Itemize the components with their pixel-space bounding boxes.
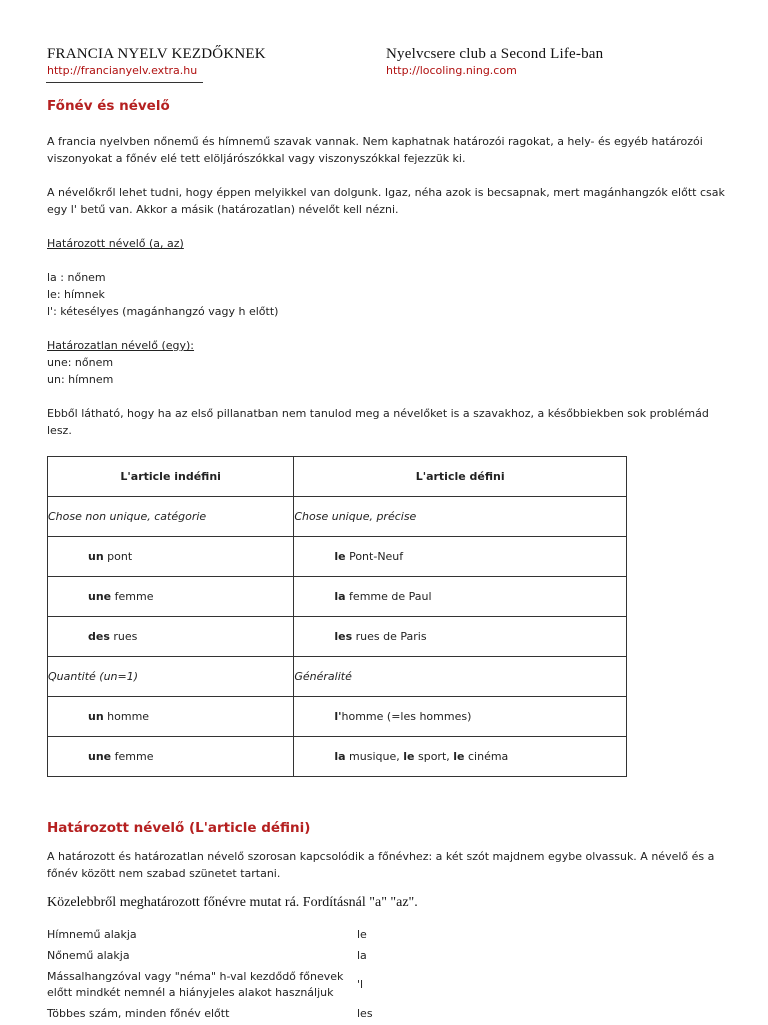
form-label: Hímnemű alakja xyxy=(47,928,137,941)
table-row xyxy=(48,577,627,617)
noun-text: femme xyxy=(111,750,154,763)
category-cell: Quantité (un=1) xyxy=(48,657,294,697)
table-header-row xyxy=(48,457,627,497)
noun-text: rues xyxy=(109,630,138,643)
example-cell xyxy=(48,537,294,577)
form-value: la xyxy=(357,949,367,962)
noun-text: femme xyxy=(111,590,154,603)
header-right xyxy=(386,46,603,77)
noun-text: homme (=les hommes) xyxy=(341,710,472,723)
table-header-definite: L'article défini xyxy=(294,457,627,497)
intro-paragraph-1: A francia nyelvben nőnemű és hímnemű szavak vannak. Nem kaphatnak határozói ragokat, a hely- és egyéb határozói viszonyokat a főnév elé tett elöljárószókkal vagy viszonyszókkal fejezzük ki. xyxy=(47,135,703,165)
indefinite-heading: Határozatlan névelő (egy): xyxy=(47,339,195,352)
conclusion-paragraph: Ebből látható, hogy ha az első pillanatban nem tanulod meg a névelőket is a szavakhoz, a későbbiekben sok problémád lesz. xyxy=(47,407,709,437)
article-word: un xyxy=(88,550,104,563)
example-cell xyxy=(294,577,627,617)
article-word: le xyxy=(403,750,415,763)
article-word: le xyxy=(334,550,346,563)
section-paragraph: A határozott és határozatlan névelő szorosan kapcsolódik a főnévhez: a két szót majdnem egybe olvassuk. A névelő és a főnév között nem szabad szünetet tartani. xyxy=(47,850,715,880)
form-value: 'l xyxy=(357,978,364,991)
form-row xyxy=(47,1004,467,1025)
article-word: la xyxy=(334,590,346,603)
category-cell: Chose non unique, catégorie xyxy=(48,497,294,537)
form-row xyxy=(47,967,467,1004)
noun-text: pont xyxy=(103,550,133,563)
table-row xyxy=(48,497,627,537)
header-divider xyxy=(46,82,203,83)
article-word: un xyxy=(88,710,104,723)
noun-text: musique, xyxy=(345,750,404,763)
table-row xyxy=(48,657,627,697)
example-cell xyxy=(48,577,294,617)
form-value: les xyxy=(357,1007,373,1020)
article-word: des xyxy=(88,630,110,643)
article-word: l' xyxy=(334,710,342,723)
forms-table-body xyxy=(47,925,467,1025)
document-body xyxy=(47,98,727,1025)
article-word: la xyxy=(334,750,346,763)
definite-line: l': kétesélyes (magánhangzó vagy h előtt) xyxy=(47,305,279,318)
section-heading: Határozott névelő (L'article défini) xyxy=(47,820,311,836)
category-cell: Généralité xyxy=(294,657,627,697)
form-row xyxy=(47,946,467,967)
table-row xyxy=(48,697,627,737)
serif-line: Közelebbről meghatározott főnévre mutat rá. Fordításnál "a" "az". xyxy=(47,895,418,910)
example-cell xyxy=(48,617,294,657)
example-cell xyxy=(294,617,627,657)
table-header-indefinite: L'article indéfini xyxy=(48,457,294,497)
noun-text: cinéma xyxy=(464,750,509,763)
noun-text: femme de Paul xyxy=(345,590,432,603)
article-word: une xyxy=(88,590,112,603)
category-cell: Chose unique, précise xyxy=(294,497,627,537)
club-link[interactable]: http://locoling.ning.com xyxy=(386,64,517,77)
intro-paragraph-2: A névelőkről lehet tudni, hogy éppen melyikkel van dolgunk. Igaz, néha azok is becsapnak, mert magánhangzók előtt csak egy l' betű van. Akkor a másik (határozatlan) névelőt kell nézni. xyxy=(47,186,725,216)
club-title: Nyelvcsere club a Second Life-ban xyxy=(386,46,604,62)
example-cell xyxy=(294,537,627,577)
definite-heading: Határozott névelő (a, az) xyxy=(47,237,184,250)
form-label: Többes szám, minden főnév előtt xyxy=(47,1007,230,1020)
article-word: le xyxy=(453,750,465,763)
example-cell xyxy=(48,737,294,777)
table-row xyxy=(48,617,627,657)
definite-line: la : nőnem xyxy=(47,271,106,284)
definite-line: le: hímnek xyxy=(47,288,105,301)
example-cell xyxy=(48,697,294,737)
article-table-body xyxy=(48,497,627,777)
site-title: FRANCIA NYELV KEZDŐKNEK xyxy=(47,46,266,62)
form-row xyxy=(47,925,467,946)
form-label: Mássalhangzóval vagy "néma" h-val kezdődő főnevek előtt mindkét nemnél a hiányjeles alakot használjuk xyxy=(47,970,344,999)
table-row xyxy=(48,737,627,777)
noun-text: Pont-Neuf xyxy=(345,550,404,563)
indefinite-line: un: hímnem xyxy=(47,373,114,386)
forms-table xyxy=(47,925,467,1025)
article-word: une xyxy=(88,750,112,763)
article-table xyxy=(47,456,627,777)
page-title: Főnév és névelő xyxy=(47,98,170,114)
noun-text: rues de Paris xyxy=(352,630,427,643)
noun-text: homme xyxy=(103,710,150,723)
form-value: le xyxy=(357,928,367,941)
article-word: les xyxy=(334,630,353,643)
site-link[interactable]: http://francianyelv.extra.hu xyxy=(47,64,198,77)
example-cell xyxy=(294,737,627,777)
form-label: Nőnemű alakja xyxy=(47,949,130,962)
table-row xyxy=(48,537,627,577)
header-left xyxy=(47,46,266,77)
noun-text: sport, xyxy=(414,750,454,763)
example-cell xyxy=(294,697,627,737)
indefinite-line: une: nőnem xyxy=(47,356,114,369)
